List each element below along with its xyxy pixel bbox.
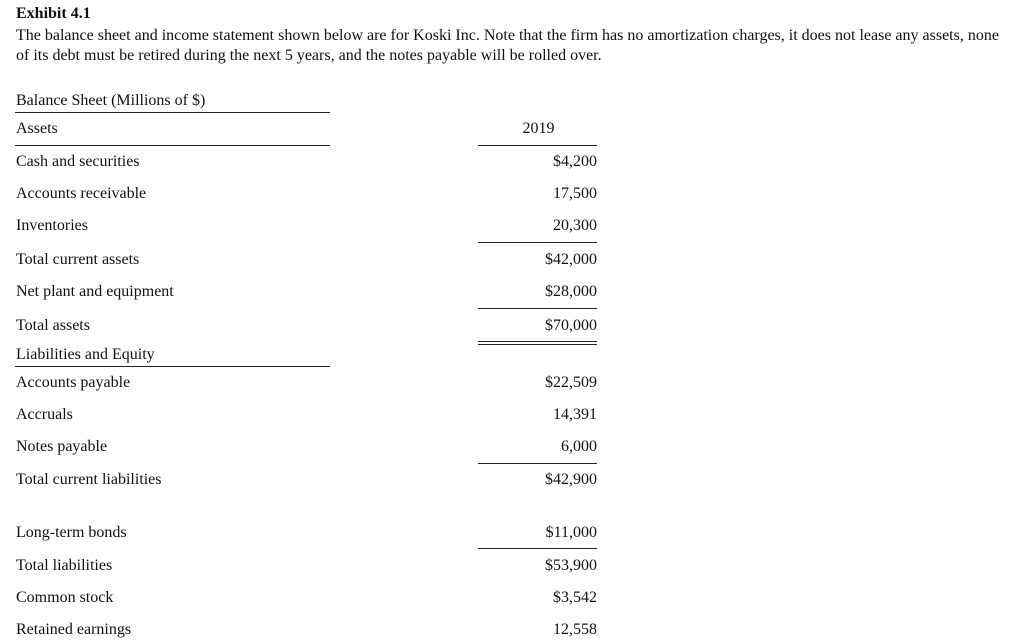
row-label-notes-payable: Notes payable — [16, 438, 108, 455]
row-value-accruals: 14,391 — [553, 406, 597, 423]
row-label-long-term-bonds: Long-term bonds — [16, 524, 127, 541]
row-value-long-term-bonds: $11,000 — [545, 524, 597, 541]
row-value-total-liabilities: $53,900 — [545, 557, 597, 574]
exhibit-intro: The balance sheet and income statement shown below are for Koski Inc. Note that the firm has no amortization charges, it does not lease any assets, none of its debt must be retired during the next 5 years, and the notes payable will be rolled over. — [16, 27, 999, 64]
row-value-total-current-liabilities: $42,900 — [545, 471, 597, 488]
year-header-rule — [478, 145, 597, 146]
row-label-total-current-assets: Total current assets — [16, 251, 140, 268]
row-label-receivables: Accounts receivable — [16, 185, 147, 202]
row-value-retained-earnings: 12,558 — [553, 621, 597, 638]
assets-heading: Assets — [16, 120, 58, 137]
subtotal-rule — [478, 463, 597, 464]
row-value-inventories: 20,300 — [553, 217, 597, 234]
row-label-common-stock: Common stock — [16, 589, 114, 606]
row-value-net-plant: $28,000 — [545, 283, 597, 300]
row-value-accounts-payable: $22,509 — [545, 374, 597, 391]
assets-heading-rule — [15, 145, 330, 146]
row-value-cash: $4,200 — [553, 153, 597, 170]
subtotal-rule — [478, 242, 597, 243]
liabilities-heading-rule — [15, 366, 330, 367]
row-label-total-liabilities: Total liabilities — [16, 557, 113, 574]
row-label-cash: Cash and securities — [16, 153, 140, 170]
row-value-receivables: 17,500 — [553, 185, 597, 202]
row-label-inventories: Inventories — [16, 217, 88, 234]
subtotal-rule — [478, 308, 597, 309]
year-column-header: 2019 — [522, 120, 555, 137]
liabilities-heading: Liabilities and Equity — [16, 346, 155, 363]
double-rule-top — [478, 341, 597, 342]
double-rule-bottom — [478, 344, 597, 345]
row-value-notes-payable: 6,000 — [561, 438, 597, 455]
heading-underline — [15, 112, 330, 113]
row-label-retained-earnings: Retained earnings — [16, 621, 132, 638]
row-value-total-current-assets: $42,000 — [545, 251, 597, 268]
balance-sheet-heading: Balance Sheet (Millions of $) — [16, 92, 206, 109]
row-label-accruals: Accruals — [16, 406, 73, 423]
row-label-accounts-payable: Accounts payable — [16, 374, 131, 391]
row-label-total-assets: Total assets — [16, 317, 90, 334]
row-value-common-stock: $3,542 — [553, 589, 597, 606]
exhibit-title: Exhibit 4.1 — [16, 5, 91, 22]
row-label-total-current-liabilities: Total current liabilities — [16, 471, 162, 488]
subtotal-rule — [478, 548, 597, 549]
row-value-total-assets: $70,000 — [545, 317, 597, 334]
row-label-net-plant: Net plant and equipment — [16, 283, 174, 300]
